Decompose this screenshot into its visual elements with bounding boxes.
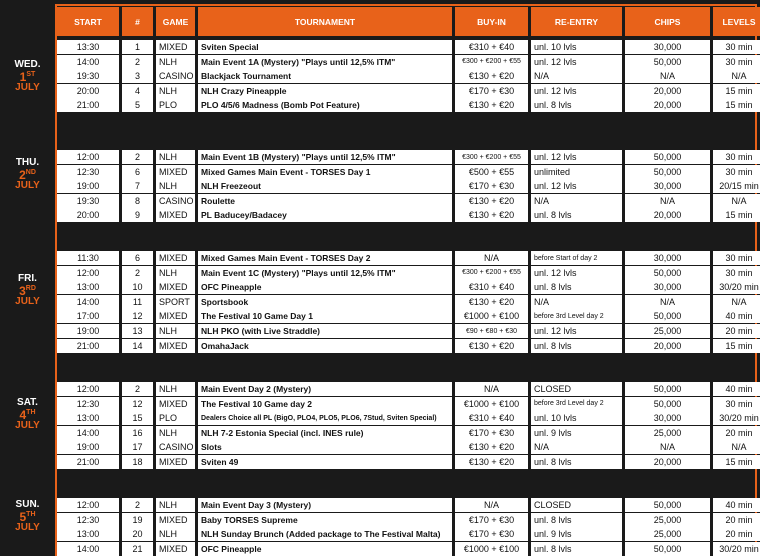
day-number: 4TH — [19, 407, 36, 422]
cell-levels: 30/20 min — [713, 411, 760, 425]
cell-start: 21:00 — [57, 455, 119, 469]
table-row — [57, 397, 760, 411]
cell-re-entry: unl. 8 lvls — [531, 455, 622, 469]
cell-chips: 30,000 — [625, 280, 710, 294]
cell-levels: 30 min — [713, 266, 760, 280]
cell-start: 12:30 — [57, 165, 119, 179]
cell-chips: 20,000 — [625, 339, 710, 353]
day-of-week: THU. — [15, 157, 40, 168]
cell-chips: 50,000 — [625, 150, 710, 164]
cell-tournament: OmahaJack — [198, 339, 452, 353]
table-row — [57, 426, 760, 440]
cell-buy-in: €1000 + €100 — [455, 309, 528, 323]
cell-buy-in: €300 + €200 + €55 — [455, 55, 528, 69]
header-buy-in: BUY-IN — [455, 7, 528, 36]
cell-re-entry: N/A — [531, 194, 622, 208]
table-row — [57, 513, 760, 527]
cell-number: 1 — [122, 40, 153, 54]
cell-tournament: NLH Crazy Pineapple — [198, 84, 452, 98]
cell-game: MIXED — [156, 309, 195, 323]
cell-levels: 30 min — [713, 150, 760, 164]
cell-re-entry: unl. 10 lvls — [531, 411, 622, 425]
cell-start: 11:30 — [57, 251, 119, 265]
cell-tournament: PL Baducey/Badacey — [198, 208, 452, 222]
cell-chips: 25,000 — [625, 426, 710, 440]
day-number: 1ST — [19, 69, 36, 84]
cell-game: MIXED — [156, 455, 195, 469]
cell-tournament: Sviten Special — [198, 40, 452, 54]
cell-start: 14:00 — [57, 426, 119, 440]
table-row — [57, 527, 760, 541]
cell-start: 14:00 — [57, 295, 119, 309]
cell-re-entry: unl. 12 lvls — [531, 266, 622, 280]
table-row — [57, 309, 760, 323]
cell-number: 18 — [122, 455, 153, 469]
cell-tournament: NLH Freezeout — [198, 179, 452, 193]
cell-game: NLH — [156, 179, 195, 193]
cell-buy-in: €170 + €30 — [455, 513, 528, 527]
cell-buy-in: N/A — [455, 498, 528, 512]
cell-chips: 50,000 — [625, 266, 710, 280]
cell-buy-in: €170 + €30 — [455, 179, 528, 193]
cell-chips: 25,000 — [625, 527, 710, 541]
day-number: 2ND — [19, 167, 36, 182]
cell-levels: 20 min — [713, 426, 760, 440]
header-game: GAME — [156, 7, 195, 36]
cell-tournament: PLO 4/5/6 Madness (Bomb Pot Feature) — [198, 98, 452, 112]
cell-buy-in: €130 + €20 — [455, 440, 528, 454]
day-label — [0, 398, 55, 432]
cell-chips: N/A — [625, 440, 710, 454]
table-row — [57, 280, 760, 294]
cell-game: NLH — [156, 55, 195, 69]
cell-chips: 50,000 — [625, 397, 710, 411]
cell-game: NLH — [156, 426, 195, 440]
cell-start: 13:00 — [57, 411, 119, 425]
cell-number: 12 — [122, 309, 153, 323]
month-label: JULY — [15, 522, 40, 534]
cell-chips: 25,000 — [625, 324, 710, 338]
cell-game: NLH — [156, 150, 195, 164]
cell-levels: 30 min — [713, 397, 760, 411]
cell-re-entry: unlimited — [531, 165, 622, 179]
cell-number: 14 — [122, 339, 153, 353]
cell-buy-in: €170 + €30 — [455, 84, 528, 98]
cell-start: 13:00 — [57, 280, 119, 294]
cell-chips: N/A — [625, 69, 710, 83]
cell-levels: 30/20 min — [713, 542, 760, 556]
cell-chips: 50,000 — [625, 498, 710, 512]
header-start: START — [57, 7, 119, 36]
cell-start: 17:00 — [57, 309, 119, 323]
cell-start: 19:00 — [57, 440, 119, 454]
table-row — [57, 266, 760, 280]
cell-game: NLH — [156, 266, 195, 280]
cell-start: 20:00 — [57, 208, 119, 222]
cell-levels: 20 min — [713, 324, 760, 338]
cell-levels: 30 min — [713, 55, 760, 69]
table-row — [57, 339, 760, 353]
cell-levels: 15 min — [713, 455, 760, 469]
table-row — [57, 165, 760, 179]
cell-buy-in: N/A — [455, 382, 528, 396]
cell-number: 19 — [122, 513, 153, 527]
table-row — [57, 179, 760, 193]
cell-number: 13 — [122, 324, 153, 338]
cell-re-entry: N/A — [531, 440, 622, 454]
table-row — [57, 84, 760, 98]
cell-tournament: Roulette — [198, 194, 452, 208]
cell-game: CASINO — [156, 440, 195, 454]
cell-levels: 40 min — [713, 498, 760, 512]
cell-levels: N/A — [713, 194, 760, 208]
cell-tournament: Main Event 1A (Mystery) "Plays until 12,5% ITM" — [198, 55, 452, 69]
cell-number: 2 — [122, 150, 153, 164]
header-levels: LEVELS — [713, 7, 760, 36]
cell-game: MIXED — [156, 542, 195, 556]
cell-buy-in: €130 + €20 — [455, 208, 528, 222]
table-row — [57, 194, 760, 208]
cell-re-entry: before 3rd Level day 2 — [531, 397, 622, 411]
cell-game: MIXED — [156, 40, 195, 54]
cell-game: NLH — [156, 527, 195, 541]
cell-start: 12:00 — [57, 498, 119, 512]
table-row — [57, 411, 760, 425]
day-label — [0, 500, 55, 534]
table-row — [57, 208, 760, 222]
header-tournament: TOURNAMENT — [198, 7, 452, 36]
cell-buy-in: €310 + €40 — [455, 280, 528, 294]
cell-chips: 30,000 — [625, 251, 710, 265]
cell-tournament: NLH Sunday Brunch (Added package to The Festival Malta) — [198, 527, 452, 541]
cell-number: 8 — [122, 194, 153, 208]
cell-number: 2 — [122, 266, 153, 280]
cell-re-entry: unl. 12 lvls — [531, 179, 622, 193]
cell-game: NLH — [156, 498, 195, 512]
month-label: JULY — [15, 82, 40, 94]
table-row — [57, 440, 760, 454]
cell-number: 12 — [122, 397, 153, 411]
cell-levels: 20/15 min — [713, 179, 760, 193]
cell-re-entry: unl. 12 lvls — [531, 324, 622, 338]
cell-re-entry: unl. 12 lvls — [531, 84, 622, 98]
cell-buy-in: €90 + €80 + €30 — [455, 324, 528, 338]
cell-buy-in: €500 + €55 — [455, 165, 528, 179]
table-row — [57, 324, 760, 338]
day-of-week: FRI. — [18, 273, 37, 284]
cell-re-entry: unl. 8 lvls — [531, 339, 622, 353]
cell-tournament: Mixed Games Main Event - TORSES Day 2 — [198, 251, 452, 265]
cell-number: 7 — [122, 179, 153, 193]
header-re-entry: RE-ENTRY — [531, 7, 622, 36]
cell-re-entry: unl. 8 lvls — [531, 280, 622, 294]
cell-levels: 15 min — [713, 208, 760, 222]
cell-buy-in: €300 + €200 + €55 — [455, 266, 528, 280]
cell-chips: 30,000 — [625, 179, 710, 193]
cell-chips: 30,000 — [625, 411, 710, 425]
cell-start: 13:00 — [57, 527, 119, 541]
cell-tournament: Main Event 1C (Mystery) "Plays until 12,5% ITM" — [198, 266, 452, 280]
cell-tournament: OFC Pineapple — [198, 280, 452, 294]
cell-re-entry: N/A — [531, 69, 622, 83]
cell-number: 17 — [122, 440, 153, 454]
cell-number: 16 — [122, 426, 153, 440]
cell-game: PLO — [156, 411, 195, 425]
cell-tournament: Main Event Day 3 (Mystery) — [198, 498, 452, 512]
cell-tournament: OFC Pineapple — [198, 542, 452, 556]
cell-tournament: Main Event Day 2 (Mystery) — [198, 382, 452, 396]
cell-levels: 20 min — [713, 513, 760, 527]
cell-re-entry: N/A — [531, 295, 622, 309]
cell-chips: 20,000 — [625, 84, 710, 98]
cell-game: MIXED — [156, 251, 195, 265]
cell-levels: 30 min — [713, 251, 760, 265]
cell-start: 21:00 — [57, 339, 119, 353]
table-row — [57, 295, 760, 309]
cell-buy-in: €170 + €30 — [455, 426, 528, 440]
cell-buy-in: €130 + €20 — [455, 69, 528, 83]
cell-tournament: Baby TORSES Supreme — [198, 513, 452, 527]
cell-tournament: Blackjack Tournament — [198, 69, 452, 83]
day-number: 5TH — [19, 509, 36, 524]
cell-buy-in: €170 + €30 — [455, 527, 528, 541]
month-label: JULY — [15, 296, 40, 308]
day-number: 3RD — [19, 283, 36, 298]
cell-number: 5 — [122, 98, 153, 112]
cell-start: 12:00 — [57, 266, 119, 280]
cell-levels: 15 min — [713, 98, 760, 112]
cell-levels: 30 min — [713, 40, 760, 54]
cell-number: 9 — [122, 208, 153, 222]
cell-chips: N/A — [625, 194, 710, 208]
cell-start: 19:00 — [57, 324, 119, 338]
cell-number: 6 — [122, 251, 153, 265]
cell-tournament: Main Event 1B (Mystery) "Plays until 12,5% ITM" — [198, 150, 452, 164]
cell-buy-in: €130 + €20 — [455, 98, 528, 112]
cell-buy-in: €1000 + €100 — [455, 542, 528, 556]
table-row — [57, 498, 760, 512]
month-label: JULY — [15, 420, 40, 432]
cell-start: 13:30 — [57, 40, 119, 54]
cell-game: NLH — [156, 84, 195, 98]
table-header — [57, 7, 760, 36]
cell-game: MIXED — [156, 208, 195, 222]
cell-start: 12:00 — [57, 150, 119, 164]
cell-re-entry: unl. 10 lvls — [531, 40, 622, 54]
cell-buy-in: €300 + €200 + €55 — [455, 150, 528, 164]
cell-number: 11 — [122, 295, 153, 309]
cell-start: 21:00 — [57, 98, 119, 112]
header-chips: CHIPS — [625, 7, 710, 36]
cell-start: 12:30 — [57, 513, 119, 527]
table-row — [57, 455, 760, 469]
cell-start: 20:00 — [57, 84, 119, 98]
table-row — [57, 40, 760, 54]
cell-buy-in: €130 + €20 — [455, 455, 528, 469]
cell-game: PLO — [156, 98, 195, 112]
cell-tournament: NLH 7-2 Estonia Special (incl. INES rule) — [198, 426, 452, 440]
cell-game: SPORT — [156, 295, 195, 309]
cell-chips: 20,000 — [625, 455, 710, 469]
cell-chips: 50,000 — [625, 382, 710, 396]
table-row — [57, 69, 760, 83]
cell-chips: 25,000 — [625, 513, 710, 527]
cell-tournament: Sviten 49 — [198, 455, 452, 469]
cell-number: 6 — [122, 165, 153, 179]
cell-re-entry: before Start of day 2 — [531, 251, 622, 265]
cell-levels: 30 min — [713, 165, 760, 179]
cell-buy-in: €130 + €20 — [455, 295, 528, 309]
table-row — [57, 542, 760, 556]
cell-chips: N/A — [625, 295, 710, 309]
cell-chips: 20,000 — [625, 98, 710, 112]
month-label: JULY — [15, 180, 40, 192]
cell-re-entry: unl. 8 lvls — [531, 542, 622, 556]
cell-re-entry: unl. 8 lvls — [531, 513, 622, 527]
cell-buy-in: N/A — [455, 251, 528, 265]
cell-start: 12:30 — [57, 397, 119, 411]
cell-chips: 30,000 — [625, 40, 710, 54]
cell-tournament: Dealers Choice all PL (BigO, PLO4, PLO5, PLO6, 7Stud, Sviten Special) — [198, 411, 452, 425]
cell-number: 2 — [122, 498, 153, 512]
cell-re-entry: before 3rd Level day 2 — [531, 309, 622, 323]
cell-chips: 20,000 — [625, 208, 710, 222]
cell-number: 2 — [122, 55, 153, 69]
cell-start: 12:00 — [57, 382, 119, 396]
cell-re-entry: unl. 12 lvls — [531, 55, 622, 69]
cell-start: 14:00 — [57, 542, 119, 556]
cell-start: 14:00 — [57, 55, 119, 69]
day-label — [0, 274, 55, 308]
table-row — [57, 251, 760, 265]
cell-re-entry: unl. 8 lvls — [531, 98, 622, 112]
table-row — [57, 55, 760, 69]
day-of-week: WED. — [14, 59, 41, 70]
cell-game: CASINO — [156, 194, 195, 208]
cell-tournament: The Festival 10 Game Day 1 — [198, 309, 452, 323]
cell-re-entry: unl. 9 lvls — [531, 426, 622, 440]
cell-number: 21 — [122, 542, 153, 556]
cell-number: 3 — [122, 69, 153, 83]
day-label — [0, 60, 55, 94]
cell-chips: 50,000 — [625, 165, 710, 179]
cell-re-entry: unl. 8 lvls — [531, 208, 622, 222]
cell-number: 4 — [122, 84, 153, 98]
cell-re-entry: unl. 9 lvls — [531, 527, 622, 541]
cell-re-entry: CLOSED — [531, 382, 622, 396]
cell-buy-in: €1000 + €100 — [455, 397, 528, 411]
cell-game: MIXED — [156, 339, 195, 353]
cell-buy-in: €130 + €20 — [455, 194, 528, 208]
cell-game: MIXED — [156, 165, 195, 179]
cell-levels: 30/20 min — [713, 280, 760, 294]
cell-game: MIXED — [156, 397, 195, 411]
day-label — [0, 158, 55, 192]
cell-re-entry: CLOSED — [531, 498, 622, 512]
day-of-week: SAT. — [17, 397, 38, 408]
cell-game: CASINO — [156, 69, 195, 83]
cell-tournament: Sportsbook — [198, 295, 452, 309]
cell-levels: N/A — [713, 69, 760, 83]
table-row — [57, 150, 760, 164]
cell-game: MIXED — [156, 280, 195, 294]
cell-start: 19:30 — [57, 194, 119, 208]
header-number: # — [122, 7, 153, 36]
cell-game: NLH — [156, 324, 195, 338]
table-row — [57, 98, 760, 112]
cell-tournament: NLH PKO (with Live Straddle) — [198, 324, 452, 338]
cell-number: 10 — [122, 280, 153, 294]
cell-levels: 20 min — [713, 527, 760, 541]
cell-levels: 15 min — [713, 84, 760, 98]
cell-tournament: Mixed Games Main Event - TORSES Day 1 — [198, 165, 452, 179]
cell-buy-in: €130 + €20 — [455, 339, 528, 353]
cell-buy-in: €310 + €40 — [455, 40, 528, 54]
cell-levels: N/A — [713, 295, 760, 309]
cell-buy-in: €310 + €40 — [455, 411, 528, 425]
cell-start: 19:00 — [57, 179, 119, 193]
cell-levels: 40 min — [713, 382, 760, 396]
cell-re-entry: unl. 12 lvls — [531, 150, 622, 164]
cell-chips: 50,000 — [625, 55, 710, 69]
cell-start: 19:30 — [57, 69, 119, 83]
cell-levels: N/A — [713, 440, 760, 454]
cell-number: 20 — [122, 527, 153, 541]
cell-chips: 50,000 — [625, 309, 710, 323]
table-row — [57, 382, 760, 396]
cell-game: NLH — [156, 382, 195, 396]
cell-tournament: The Festival 10 Game day 2 — [198, 397, 452, 411]
cell-number: 15 — [122, 411, 153, 425]
cell-chips: 50,000 — [625, 542, 710, 556]
cell-levels: 15 min — [713, 339, 760, 353]
cell-number: 2 — [122, 382, 153, 396]
cell-game: MIXED — [156, 513, 195, 527]
day-of-week: SUN. — [15, 499, 40, 510]
cell-tournament: Slots — [198, 440, 452, 454]
cell-levels: 40 min — [713, 309, 760, 323]
